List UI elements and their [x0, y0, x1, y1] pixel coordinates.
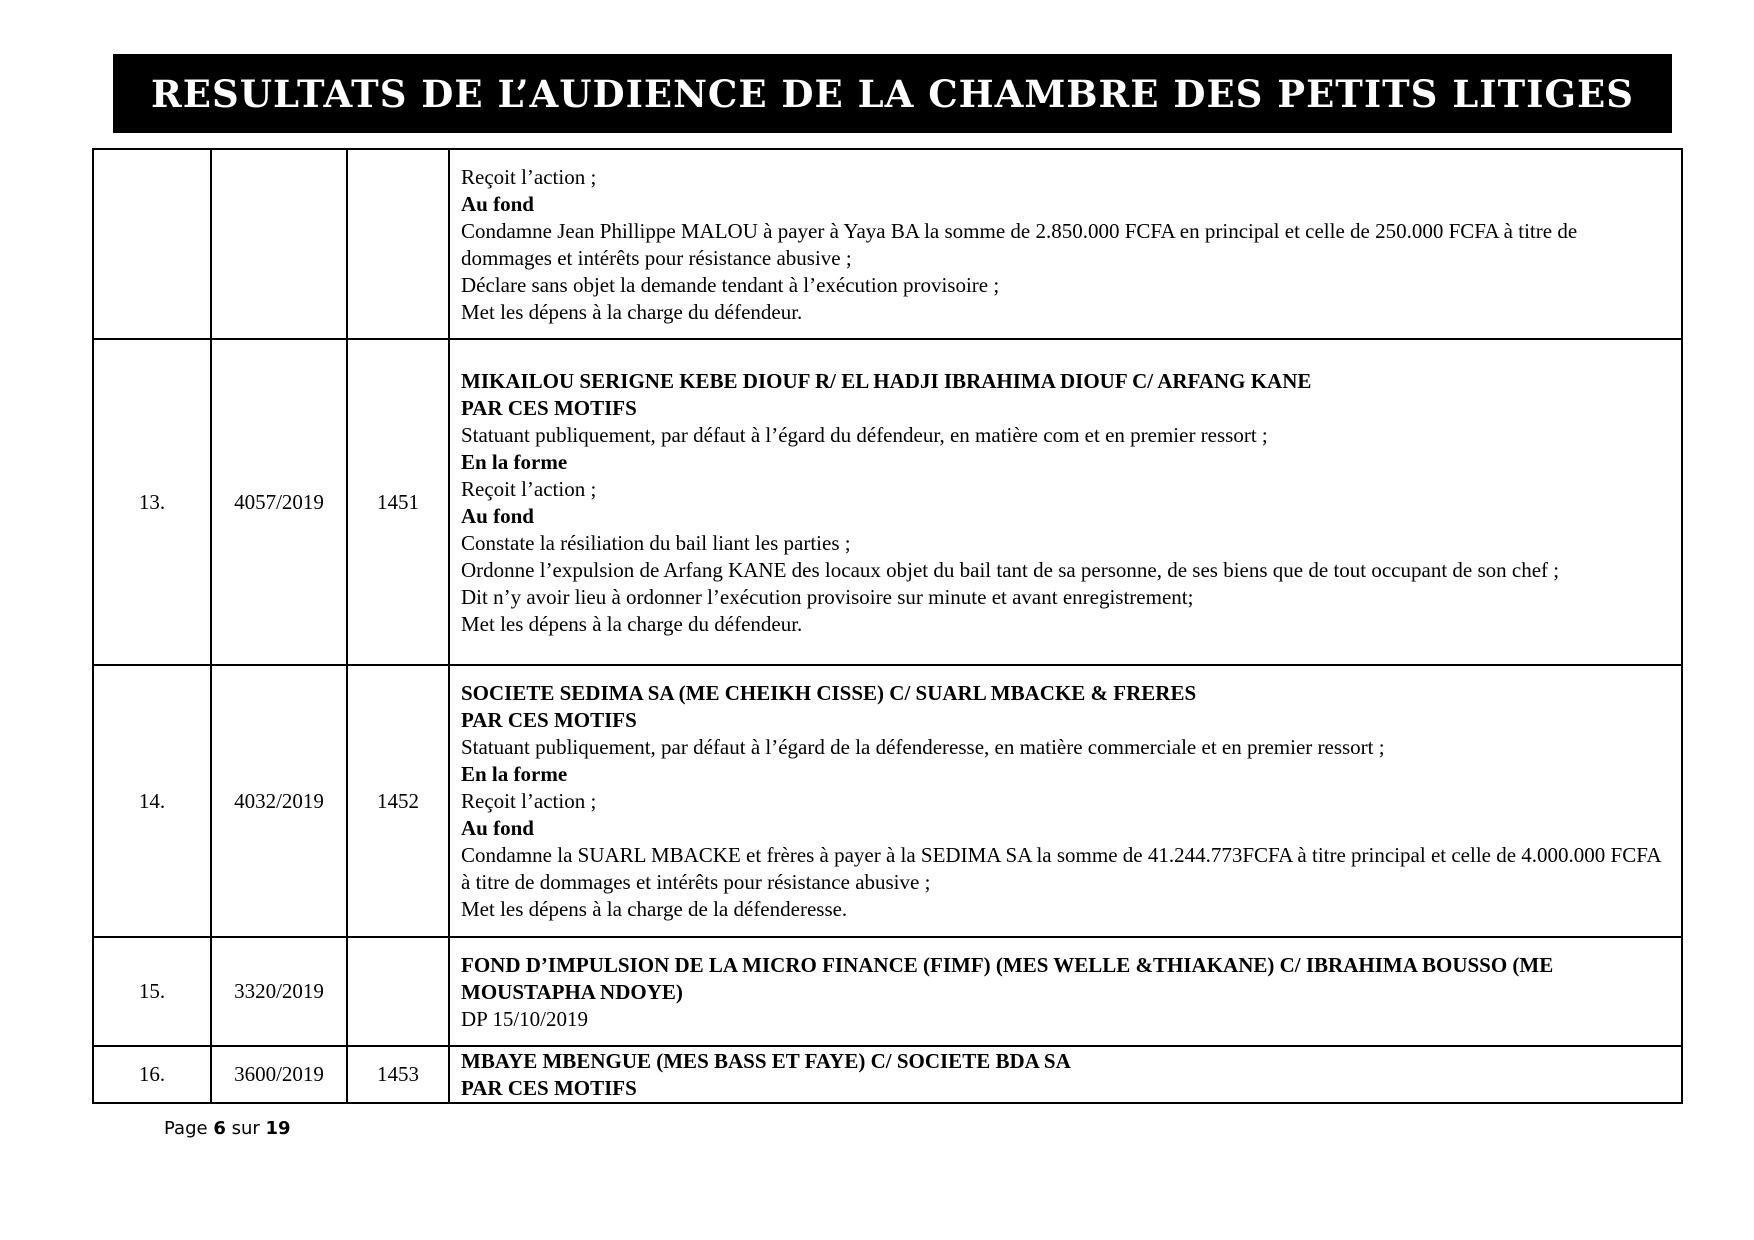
decision-line: Met les dépens à la charge de la défenderesse. — [461, 897, 848, 921]
decision-line: Ordonne l’expulsion de Arfang KANE des locaux objet du bail tant de sa personne, de ses biens que de tout occupant de son chef ; — [461, 557, 1560, 582]
decision-line: Reçoit l’action ; — [461, 164, 597, 189]
decision-line: Reçoit l’action ; — [461, 476, 597, 501]
decision-line: Constate la résiliation du bail liant les parties ; — [461, 530, 851, 555]
registry-number: 4057/2019 — [211, 339, 347, 665]
case-number: 15. — [93, 937, 211, 1046]
registry-number: 3320/2019 — [211, 937, 347, 1046]
page-title: RESULTATS DE L’AUDIENCE DE LA CHAMBRE DES PETITS LITIGES — [151, 71, 1634, 116]
registry-number: 3600/2019 — [211, 1046, 347, 1103]
decision-line: Dit n’y avoir lieu à ordonner l’exécution provisoire sur minute et avant enregistrement; — [461, 584, 1194, 609]
decision-line: Déclare sans objet la demande tendant à l’exécution provisoire ; — [461, 272, 1000, 297]
decision-heading: Au fond — [461, 503, 534, 528]
decision-text — [449, 149, 1682, 339]
decision-heading: En la forme — [461, 449, 568, 474]
results-table — [92, 148, 1683, 1104]
decision-line: Reçoit l’action ; — [461, 789, 597, 813]
page-current: 6 — [213, 1118, 226, 1139]
table-row — [93, 665, 1682, 937]
decision-line: Condamne la SUARL MBACKE et frères à payer à la SEDIMA SA la somme de 41.244.773FCFA à titre principal et celle de 4.000.000 FCFA à titre de dommages et intérêts pour résistance abusive ; — [461, 843, 1661, 894]
decision-line: Met les dépens à la charge du défendeur. — [461, 299, 803, 324]
case-number — [93, 149, 211, 339]
decision-line: Statuant publiquement, par défaut à l’égard de la défenderesse, en matière commerciale et en premier ressort ; — [461, 735, 1385, 759]
judgment-number: 1452 — [347, 665, 449, 937]
decision-heading: PAR CES MOTIFS — [461, 708, 637, 732]
judgment-number: 1453 — [347, 1046, 449, 1103]
page-separator: sur — [231, 1118, 260, 1139]
judgment-number — [347, 149, 449, 339]
case-number: 14. — [93, 665, 211, 937]
registry-number: 4032/2019 — [211, 665, 347, 937]
judgment-number — [347, 937, 449, 1046]
decision-text — [449, 937, 1682, 1046]
table-row — [93, 937, 1682, 1046]
decision-line: DP 15/10/2019 — [461, 1006, 588, 1031]
case-number: 16. — [93, 1046, 211, 1103]
page-footer — [164, 1118, 291, 1139]
decision-text — [449, 339, 1682, 665]
decision-heading: En la forme — [461, 762, 568, 786]
table-row — [93, 149, 1682, 339]
decision-text — [449, 1046, 1682, 1103]
judgment-number: 1451 — [347, 339, 449, 665]
decision-text — [449, 665, 1682, 937]
decision-line: Statuant publiquement, par défaut à l’égard du défendeur, en matière com et en premier ressort ; — [461, 422, 1268, 447]
registry-number — [211, 149, 347, 339]
table-row — [93, 339, 1682, 665]
page-label: Page — [164, 1118, 208, 1139]
decision-heading: MIKAILOU SERIGNE KEBE DIOUF R/ EL HADJI IBRAHIMA DIOUF C/ ARFANG KANE — [461, 368, 1312, 393]
decision-heading: Au fond — [461, 816, 534, 840]
case-number: 13. — [93, 339, 211, 665]
decision-heading: FOND D’IMPULSION DE LA MICRO FINANCE (FIMF) (MES WELLE &THIAKANE) C/ IBRAHIMA BOUSSO (ME MOUSTAPHA NDOYE) — [461, 952, 1554, 1004]
table-row — [93, 1046, 1682, 1103]
decision-heading: PAR CES MOTIFS — [461, 395, 637, 420]
decision-line: Condamne Jean Phillippe MALOU à payer à Yaya BA la somme de 2.850.000 FCFA en principal et celle de 250.000 FCFA à titre de dommages et intérêts pour résistance abusive ; — [461, 218, 1578, 270]
decision-heading: MBAYE MBENGUE (MES BASS ET FAYE) C/ SOCIETE BDA SA — [461, 1049, 1071, 1073]
decision-heading: SOCIETE SEDIMA SA (ME CHEIKH CISSE) C/ SUARL MBACKE & FRERES — [461, 681, 1197, 705]
decision-line: Met les dépens à la charge du défendeur. — [461, 611, 803, 636]
page-total: 19 — [265, 1118, 291, 1139]
page-header-banner — [113, 54, 1672, 133]
decision-heading: Au fond — [461, 191, 534, 216]
decision-heading: PAR CES MOTIFS — [461, 1076, 637, 1100]
